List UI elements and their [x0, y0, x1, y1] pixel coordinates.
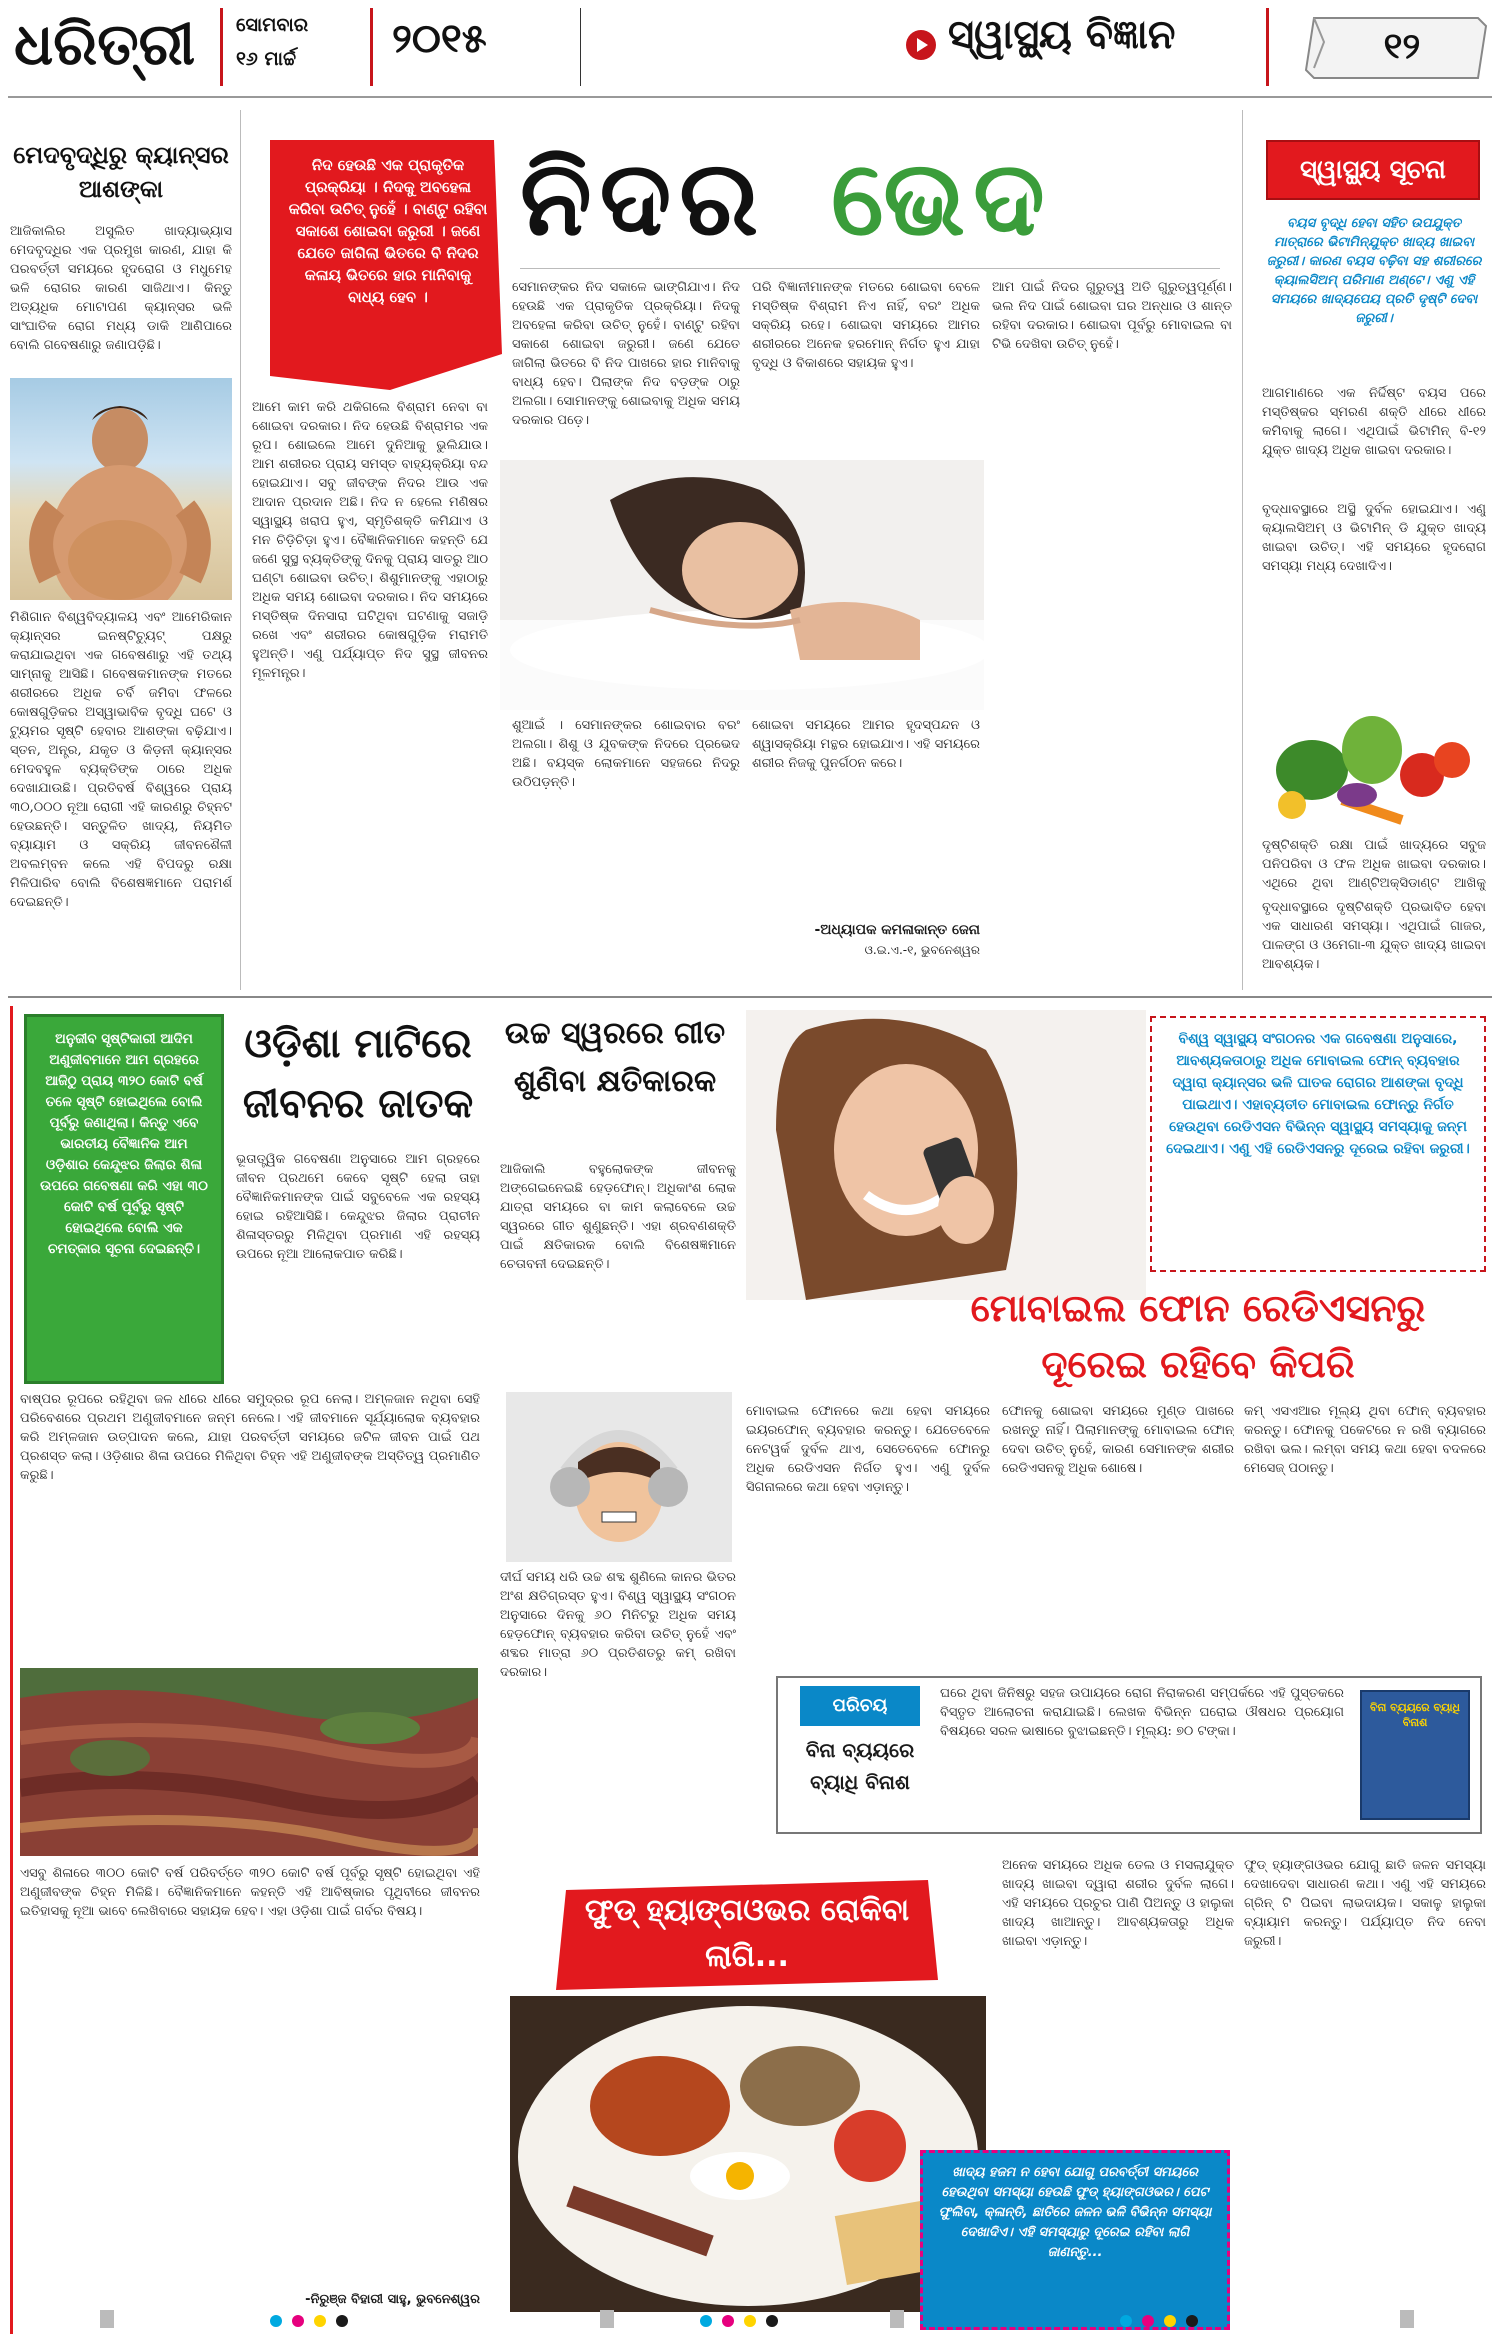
mobile-col2: ଫୋନକୁ ଶୋଇବା ସମୟରେ ମୁଣ୍ଡ ପାଖରେ ରଖନ୍ତୁ ନାହିଁ। ପିଲାମାନଙ୍କୁ ମୋବାଇଲ ଫୋନ୍ ଦେବା ଉଚିତ୍ ନୁହେଁ, କାରଣ ସେମାନଙ୍କ ଶରୀର ରେଡିଏସନକୁ ଅଧିକ ଶୋଷେ। — [1002, 1404, 1234, 1476]
color-dot-cyan — [700, 2315, 712, 2327]
sleep-byline-name: -ଅଧ୍ୟାପକ କମଳାକାନ୍ତ ଜେନା — [814, 922, 980, 938]
section-title: ସ୍ୱାସ୍ଥ୍ୟ ବିଜ୍ଞାନ — [948, 12, 1176, 58]
sleep-headline-part2: ଭେଦ — [831, 137, 1053, 259]
music-headline: ଉଚ୍ଚ ସ୍ୱରରେ ଗୀତ ଶୁଣିବା କ୍ଷତିକାରକ — [504, 1016, 726, 1099]
page-header — [0, 0, 1500, 95]
footer-bar — [100, 2310, 114, 2328]
obesity-headline — [10, 138, 232, 206]
header-divider — [1266, 8, 1269, 86]
mobile-headline: ମୋବାଇଲ ଫୋନ ରେଡିଏସନରୁ ଦୂରେଇ ରହିବେ କିପରି — [970, 1286, 1426, 1386]
sleep-headline-part1: ନିଦର — [520, 137, 767, 259]
mobile-col1: ମୋବାଇଲ ଫୋନରେ କଥା ହେବା ସମୟରେ ଇୟରଫୋନ୍ ବ୍ୟବହାର କରନ୍ତୁ। ଯେତେବେଳେ ନେଟୱର୍କ ଦୁର୍ବଳ ଥାଏ, ସେତେବେଳେ ଫୋନରୁ ଅଧିକ ରେଡିଏସନ ନିର୍ଗତ ହୁଏ। ଏଣୁ ଦୁର୍ବଳ ସିଗନାଲରେ କଥା ହେବା ଏଡ଼ାନ୍ତୁ। — [746, 1404, 990, 1495]
food-col1: ଅନେକ ସମୟରେ ଅଧିକ ତେଲ ଓ ମସଲାଯୁକ୍ତ ଖାଦ୍ୟ ଖାଇବା ଦ୍ୱାରା ଶରୀର ଦୁର୍ବଳ ଲାଗେ। ଏହି ସମୟରେ ପ୍ରଚୁର ପାଣି ପିଅନ୍ତୁ ଓ ହାଲୁକା ଖାଦ୍ୟ ଖାଆନ୍ତୁ। ଆବଶ୍ୟକତାରୁ ଅଧିକ ଖାଇବା ଏଡ଼ାନ୍ତୁ। — [1002, 1858, 1234, 1949]
headphone-child-photo — [506, 1392, 732, 1562]
sleep-col2-bottom: ଶୁଆଇଁ । ସେମାନଙ୍କର ଶୋଇବାର ବରଂ ଅଲଗା। ଶିଶୁ ଓ ଯୁବକଙ୍କ ନିଦରେ ପ୍ରଭେଦ ଅଛି। ବୟସ୍କ ଲୋକମାନେ ସହଜରେ ନିଦରୁ ଉଠିପଡ଼ନ୍ତି। — [512, 718, 740, 790]
header-divider — [580, 8, 581, 86]
color-dot-black — [1186, 2315, 1198, 2327]
intro-label: ପରିଚୟ — [800, 1686, 920, 1726]
page-number: ୧୨ — [1383, 26, 1421, 67]
odisha-body-b: ବାଷ୍ପର ରୂପରେ ରହିଥିବା ଜଳ ଧୀରେ ଧୀରେ ସମୁଦ୍ରର ରୂପ ନେଲା। ଅମ୍ଳଜାନ ନଥିବା ସେହି ପରିବେଶରେ ପ୍ରଥମ ଅଣୁଜୀବମାନେ ଜନ୍ମ ନେଲେ। ଏହି ଜୀବମାନେ ସୂର୍ଯ୍ୟାଲୋକ ବ୍ୟବହାର କରି ଅମ୍ଳଜାନ ଉତ୍ପାଦନ କଲେ, ଯାହା ପରବର୍ତ୍ତୀ ସମୟରେ ଜଟିଳ ଜୀବନ ପାଇଁ ପଥ ପ୍ରଶସ୍ତ କଲା। ଓଡ଼ିଶାର ଶିଳା ଉପରେ ମିଳିଥିବା ଚିହ୍ନ ଏହି ଅଣୁଜୀବଙ୍କ ଅସ୍ତିତ୍ୱ ପ୍ରମାଣିତ କରୁଛି। — [20, 1392, 480, 1483]
color-dot-magenta — [1142, 2315, 1154, 2327]
health-tips-title: ସ୍ୱାସ୍ଥ୍ୟ ସୂଚନା — [1300, 155, 1446, 185]
sleep-byline-org: ଓ.ଇ.ଏ.-୧, ଭୁବନେଶ୍ୱର — [864, 943, 980, 957]
header-day: ସୋମବାର — [236, 14, 309, 36]
obese-child-photo — [10, 378, 232, 600]
obesity-intro: ଆଜିକାଲିର ଅସୁଲିତ ଖାଦ୍ୟାଭ୍ୟାସ ମେଦବୃଦ୍ଧିର ଏକ ପ୍ରମୁଖ କାରଣ, ଯାହା କି ପରବର୍ତ୍ତୀ ସମୟରେ ହୃଦରୋଗ ଓ ମଧୁମେହ ଭଳି ରୋଗର କାରଣ ସାଜିଥାଏ। କିନ୍ତୁ ଅତ୍ୟଧିକ ମୋଟାପଣ କ୍ୟାନ୍ସର ଭଳି ସାଂଘାତିକ ରୋଗ ମଧ୍ୟ ଡାକି ଆଣିପାରେ ବୋଲି ଗବେଷଣାରୁ ଜଣାପଡ଼ିଛି। — [10, 224, 232, 353]
sleep-callout-text: ନିଦ ହେଉଛି ଏକ ପ୍ରାକୃତିକ ପ୍ରକ୍ରିୟା । ନିଦକୁ ଅବହେଳା କରିବା ଉଚିତ୍ ନୁହେଁ । ବାଣ୍ଟୁ ରହିବା ସକାଶେ ଶୋଇବା ଜରୁରୀ । ଜଣେ ଯେତେ ଜାଗିଲା ଭିତରେ ବି ନିଦର କଳାୟ ଭିତରେ ହାର ମାନିବାକୁ ବାଧ୍ୟ ହେବ । — [288, 156, 488, 306]
sleep-top-rule — [520, 268, 1220, 269]
health-tips-intro: ବୟସ ବୃଦ୍ଧି ହେବା ସହିତ ଉପଯୁକ୍ତ ମାତ୍ରାରେ ଭିଟାମିନ୍‌ଯୁକ୍ତ ଖାଦ୍ୟ ଖାଇବା ଜରୁରୀ। କାରଣ ବୟସ ବଢ଼ିବା ସହ ଶରୀରରେ କ୍ୟାଲସିଅମ୍ ପରିମାଣ ଅଣ୍ଟେ। ଏଣୁ ଏହି ସମୟରେ ଖାଦ୍ୟପେୟ ପ୍ରତି ଦୃଷ୍ଟି ଦେବା ଜରୁରୀ। — [1266, 216, 1482, 326]
odisha-headline: ଓଡ଼ିଶା ମାଟିରେ ଜୀବନର ଜାତକ — [242, 1021, 474, 1127]
food-col2: ଫୁଡ୍ ହ୍ୟାଙ୍ଗଓଭର ଯୋଗୁ ଛାତି ଜଳନ ସମସ୍ୟା ଦେଖାଦେବା ସାଧାରଣ କଥା। ଏଣୁ ଏହି ସମୟରେ ଗ୍ରିନ୍ ଟି ପିଇବା ଲାଭଦାୟକ। ସକାଳୁ ହାଲୁକା ବ୍ୟାୟାମ କରନ୍ତୁ। ପର୍ଯ୍ୟାପ୍ତ ନିଦ ନେବା ଜରୁରୀ। — [1244, 1858, 1486, 1949]
color-dot-magenta — [292, 2315, 304, 2327]
sleep-byline — [752, 920, 980, 960]
odisha-callout-text: ଅନୁଜୀବ ସୃଷ୍ଟିକାରୀ ଆଦିମ ଅଣୁଜୀବମାନେ ଆମ ଗ୍ରହରେ ଆଜିଠୁ ପ୍ରାୟ ୩୨୦ କୋଟି ବର୍ଷ ତଳେ ସୃଷ୍ଟି ହୋଇଥିଲେ ବୋଲି ପୂର୍ବରୁ ଜଣାଥିଲା। କିନ୍ତୁ ଏବେ ଭାରତୀୟ ବୈଜ୍ଞାନିକ ଆମ ଓଡ଼ିଶାର କେନ୍ଦୁଝର ଜିଲାର ଶିଳା ଉପରେ ଗବେଷଣା କରି ଏହା ୩୦ କୋଟି ବର୍ଷ ପୂର୍ବରୁ ସୃଷ୍ଟି ହୋଇଥିଲେ ବୋଲି ଏକ ଚମତ୍କାର ସୂଚନା ଦେଇଛନ୍ତି। — [40, 1031, 208, 1257]
sleeping-woman-photo — [500, 460, 984, 710]
odisha-body-c: ଏସବୁ ଶିଳାରେ ୩୦୦ କୋଟି ବର୍ଷ ପରିବର୍ତ୍ତେ ୩୨୦ କୋଟି ବର୍ଷ ପୂର୍ବରୁ ସୃଷ୍ଟି ହୋଇଥିବା ଏହି ଅଣୁଜୀବଙ୍କ ଚିହ୍ନ ମିଳିଛି। ବୈଜ୍ଞାନିକମାନେ କହନ୍ତି ଏହି ଆବିଷ୍କାର ପୃଥିବୀରେ ଜୀବନର ଇତିହାସକୁ ନୂଆ ଭାବେ ଲେଖିବାରେ ସହାୟକ ହେବ। ଏହା ଓଡ଼ିଶା ପାଇଁ ଗର୍ବର ବିଷୟ। — [20, 1866, 480, 1919]
breakfast-photo — [510, 1996, 986, 2312]
food-headline: ଫୁଡ୍ ହ୍ୟାଙ୍ଗଓଭର ରୋକିବା ଲାଗି... — [584, 1893, 910, 1974]
health-tip-4: ବୃଦ୍ଧାବସ୍ଥାରେ ଦୃଷ୍ଟିଶକ୍ତି ପ୍ରଭାବିତ ହେବା ଏକ ସାଧାରଣ ସମସ୍ୟା। ଏଥିପାଇଁ ଗାଜର, ପାଳଙ୍ଗ ଓ ଓମେଗା-୩ ଯୁକ୍ତ ଖାଦ୍ୟ ଖାଇବା ଆବଶ୍ୟକ। — [1262, 900, 1486, 972]
footer-bar — [1400, 2310, 1414, 2328]
music-body-a: ଆଜିକାଲି ବହୁଲୋକଙ୍କ ଜୀବନକୁ ଅଙ୍ଗେଇନେଇଛି ହେଡ଼ଫୋନ୍। ଅଧିକାଂଶ ଲୋକ ଯାତ୍ରା ସମୟରେ ବା କାମ କଲାବେଳେ ଉଚ୍ଚ ସ୍ୱରରେ ଗୀତ ଶୁଣୁଛନ୍ତି। ଏହା ଶ୍ରବଣଶକ୍ତି ପାଇଁ କ୍ଷତିକାରକ ବୋଲି ବିଶେଷଜ୍ଞମାନେ ଚେତାବନୀ ଦେଇଛନ୍ତି। — [500, 1162, 736, 1272]
mobile-col3: କମ୍ ଏସଏଆର ମୂଲ୍ୟ ଥିବା ଫୋନ୍ ବ୍ୟବହାର କରନ୍ତୁ। ଫୋନକୁ ପକେଟରେ ନ ରଖି ବ୍ୟାଗରେ ରଖିବା ଭଲ। ଲମ୍ବା ସମୟ କଥା ହେବା ବଦଳରେ ମେସେଜ୍ ପଠାନ୍ତୁ। — [1244, 1404, 1486, 1476]
header-divider — [220, 8, 223, 86]
odisha-byline: -ନିରୁଞ୍ଜ ବିହାରୀ ସାହୁ, ଭୁବନେଶ୍ୱର — [305, 2292, 480, 2307]
odisha-body-a: ଭୂତାତ୍ତ୍ୱିକ ଗବେଷଣା ଅନୁସାରେ ଆମ ଗ୍ରହରେ ଜୀବନ ପ୍ରଥମେ କେବେ ସୃଷ୍ଟି ହେଲା ତାହା ବୈଜ୍ଞାନିକମାନଙ୍କ ପାଇଁ ସବୁବେଳେ ଏକ ରହସ୍ୟ ହୋଇ ରହିଆସିଛି। କେନ୍ଦୁଝର ଜିଲାର ପ୍ରାଚୀନ ଶିଳାସ୍ତରରୁ ମିଳିଥିବା ପ୍ରମାଣ ଏହି ରହସ୍ୟ ଉପରେ ନୂଆ ଆଲୋକପାତ କରିଛି। — [236, 1152, 480, 1262]
intro-body: ଘରେ ଥିବା ଜିନିଷରୁ ସହଜ ଉପାୟରେ ରୋଗ ନିରାକରଣ ସମ୍ପର୍କରେ ଏହି ପୁସ୍ତକରେ ବିସ୍ତୃତ ଆଲୋଚନା କରାଯାଇଛି। ଲେଖକ ବିଭିନ୍ନ ଘରୋଇ ଔଷଧର ପ୍ରୟୋଗ ବିଷୟରେ ସରଳ ଭାଷାରେ ବୁଝାଇଛନ୍ତି। ମୂଲ୍ୟ: ୭୦ ଟଙ୍କା। — [940, 1686, 1344, 1739]
header-date: ୧୬ ମାର୍ଚ୍ଚ — [236, 48, 297, 70]
health-tip-3: ଦୃଷ୍ଟିଶକ୍ତି ରକ୍ଷା ପାଇଁ ଖାଦ୍ୟରେ ସବୁଜ ପନିପରିବା ଓ ଫଳ ଅଧିକ ଖାଇବା ଦରକାର। ଏଥିରେ ଥିବା ଆଣ୍ଟିଅକ୍ସିଡାଣ୍ଟ ଆଖିକୁ — [1262, 838, 1486, 891]
health-tip-2: ବୃଦ୍ଧାବସ୍ଥାରେ ଅସ୍ଥି ଦୁର୍ବଳ ହୋଇଯାଏ। ଏଣୁ କ୍ୟାଲସିଅମ୍ ଓ ଭିଟାମିନ୍ ଡି ଯୁକ୍ତ ଖାଦ୍ୟ ଖାଇବା ଉଚିତ୍। ଏହି ସମୟରେ ହୃଦରୋଗ ସମସ୍ୟା ମଧ୍ୟ ଦେଖାଦିଏ। — [1262, 502, 1486, 574]
section-rule — [8, 996, 1492, 998]
vegetables-photo — [1262, 680, 1486, 828]
color-dots — [700, 2312, 788, 2331]
woman-phone-photo — [746, 1010, 1146, 1300]
sleep-col3-bottom: ଶୋଇବା ସମୟରେ ଆମର ହୃଦସ୍ପନ୍ଦନ ଓ ଶ୍ୱାସକ୍ରିୟା ମନ୍ଥର ହୋଇଯାଏ। ଏହି ସମୟରେ ଶରୀର ନିଜକୁ ପୁନର୍ଗଠନ କରେ। — [752, 718, 980, 771]
footer-bar — [890, 2310, 904, 2328]
masthead-logo: ଧରିତ୍ରୀ — [14, 10, 196, 78]
sleep-col1: ଆମେ କାମ କରି ଥକିଗଲେ ବିଶ୍ରାମ ନେବା ବା ଶୋଇବା ଦରକାର। ନିଦ ହେଉଛି ବିଶ୍ରାମର ଏକ ରୂପ। ଶୋଇଲେ ଆମେ ଦୁନିଆକୁ ଭୁଲିଯାଉ। ଆମ ଶରୀରର ପ୍ରାୟ ସମସ୍ତ ବାହ୍ୟକ୍ରିୟା ବନ୍ଦ ହୋଇଯାଏ। ସବୁ ଜୀବଙ୍କ ନିଦର ଆଉ ଏକ ଆଦାନ ପ୍ରଦାନ ଅଛି। ନିଦ ନ ହେଲେ ମଣିଷର ସ୍ୱାସ୍ଥ୍ୟ ଖରାପ ହୁଏ, ସ୍ମୃତିଶକ୍ତି କମିଯାଏ ଓ ମନ ଚିଡ଼ିଚିଡ଼ା ହୁଏ। ବୈଜ୍ଞାନିକମାନେ କହନ୍ତି ଯେ ଜଣେ ସୁସ୍ଥ ବ୍ୟକ୍ତିଙ୍କୁ ଦିନକୁ ପ୍ରାୟ ସାତରୁ ଆଠ ଘଣ୍ଟା ଶୋଇବା ଉଚିତ୍। ଶିଶୁମାନଙ୍କୁ ଏହାଠାରୁ ଅଧିକ ସମୟ ଶୋଇବା ଦରକାର। ନିଦ ସମୟରେ ମସ୍ତିଷ୍କ ଦିନସାରା ଘଟିଥିବା ଘଟଣାକୁ ସଜାଡ଼ି ରଖେ ଏବଂ ଶରୀରର କୋଷଗୁଡ଼ିକ ମରାମତି ହୁଅନ୍ତି। ଏଣୁ ପର୍ଯ୍ୟାପ୍ତ ନିଦ ସୁସ୍ଥ ଜୀବନର ମୂଳମନ୍ତ୍ର। — [252, 400, 488, 681]
column-divider — [240, 110, 241, 990]
footer-registration-marks — [0, 2306, 1500, 2334]
color-dots — [1120, 2312, 1208, 2331]
section-play-icon — [906, 30, 936, 60]
column-divider — [1242, 110, 1243, 990]
sleep-col3-top: ପରି ବିଜ୍ଞାନୀମାନଙ୍କ ମତରେ ଶୋଇବା ବେଳେ ମସ୍ତିଷ୍କ ବିଶ୍ରାମ ନିଏ ନାହିଁ, ବରଂ ଅଧିକ ସକ୍ରିୟ ରହେ। ଶୋଇବା ସମୟରେ ଆମର ଶରୀରରେ ଅନେକ ହରମୋନ୍ ନିର୍ଗତ ହୁଏ ଯାହା ବୃଦ୍ଧି ଓ ବିକାଶରେ ସହାୟକ ହୁଏ। — [752, 280, 980, 371]
food-callout-text: ଖାଦ୍ୟ ହଜମ ନ ହେବା ଯୋଗୁ ପରବର୍ତ୍ତୀ ସମୟରେ ହେଉଥିବା ସମସ୍ୟା ହେଉଛି ଫୁଡ୍ ହ୍ୟାଙ୍ଗଓଭର। ପେଟ ଫୁଲିବା, କ୍ଳାନ୍ତି, ଛାତିରେ ଜଳନ ଭଳି ବିଭିନ୍ନ ସମସ୍ୟା ଦେଖାଦିଏ। ଏହି ସମସ୍ୟାରୁ ଦୂରେଇ ରହିବା ଲାଗି ଜାଣନ୍ତୁ... — [938, 2165, 1212, 2260]
sleep-headline — [520, 128, 1220, 268]
color-dot-magenta — [722, 2315, 734, 2327]
header-year: ୨୦୧୫ — [392, 16, 487, 62]
color-dot-black — [336, 2315, 348, 2327]
sleep-col2-top: ସେମାନଙ୍କର ନିଦ ସକାଳେ ଭାଙ୍ଗିଯାଏ। ନିଦ ହେଉଛି ଏକ ପ୍ରାକୃତିକ ପ୍ରକ୍ରିୟା। ନିଦକୁ ଅବହେଳା କରିବା ଉଚିତ୍ ନୁହେଁ। ବାଣ୍ଟୁ ରହିବା ସକାଶେ ଶୋଇବା ଜରୁରୀ। ଜଣେ ଯେତେ ଜାଗିଲା ଭିତରେ ବି ନିଦ ପାଖରେ ହାର ମାନିବାକୁ ବାଧ୍ୟ ହେବ। ପିଲାଙ୍କ ନିଦ ବଡ଼ଙ୍କ ଠାରୁ ଅଲଗା। ସୋମାନଙ୍କୁ ଶୋଇବାକୁ ଅଧିକ ସମୟ ଦରକାର ପଡ଼େ। — [512, 280, 740, 428]
odisha-callout — [24, 1014, 224, 1384]
health-tips-title-box — [1266, 140, 1480, 200]
header-divider — [370, 8, 373, 86]
color-dot-yellow — [1164, 2315, 1176, 2327]
header-rule — [8, 96, 1492, 98]
rock-layers-photo — [20, 1668, 478, 1856]
sleep-col4: ଆମ ପାଇଁ ନିଦର ଗୁରୁତ୍ୱ ଅତି ଗୁରୁତ୍ୱପୂର୍ଣ୍ଣ। ଭଲ ନିଦ ପାଇଁ ଶୋଇବା ଘର ଅନ୍ଧାର ଓ ଶାନ୍ତ ରହିବା ଦରକାର। ଶୋଇବା ପୂର୍ବରୁ ମୋବାଇଲ ବା ଟିଭି ଦେଖିବା ଉଚିତ୍ ନୁହେଁ। — [992, 280, 1232, 352]
color-dot-cyan — [1120, 2315, 1132, 2327]
food-callout — [920, 2150, 1230, 2330]
obesity-headline-text: ମେଦବୃଦ୍ଧିରୁ କ୍ୟାନ୍ସର ଆଶଙ୍କା — [13, 141, 229, 203]
mobile-intro-text: ବିଶ୍ୱ ସ୍ୱାସ୍ଥ୍ୟ ସଂଗଠନର ଏକ ଗବେଷଣା ଅନୁସାରେ, ଆବଶ୍ୟକତାଠାରୁ ଅଧିକ ମୋବାଇଲ ଫୋନ୍ ବ୍ୟବହାର ଦ୍ୱାରା କ୍ୟାନ୍ସର ଭଳି ଘାତକ ରୋଗର ଆଶଙ୍କା ବୃଦ୍ଧି ପାଇଥାଏ। ଏହାବ୍ୟତୀତ ମୋବାଇଲ ଫୋନ୍‌ରୁ ନିର୍ଗତ ହେଉଥିବା ରେଡିଏସନ ବିଭିନ୍ନ ସ୍ୱାସ୍ଥ୍ୟ ସମସ୍ୟାକୁ ଜନ୍ମ ଦେଇଥାଏ। ଏଣୁ ଏହି ରେଡିଏସନରୁ ଦୂରେଇ ରହିବା ଜରୁରୀ। — [1166, 1031, 1470, 1157]
sleep-callout — [270, 140, 502, 390]
intro-title: ବିନା ବ୍ୟୟରେ ବ୍ୟାଧି ବିନାଶ — [805, 1738, 915, 1794]
mobile-intro-box — [1150, 1016, 1486, 1272]
health-tip-1: ଆଗମାଣରେ ଏକ ନିର୍ଦ୍ଦିଷ୍ଟ ବୟସ ପରେ ମସ୍ତିଷ୍କର ସ୍ମରଣ ଶକ୍ତି ଧୀରେ ଧୀରେ କମିବାକୁ ଲାଗେ। ଏଥିପାଇଁ ଭିଟାମିନ୍ ବି-୧୨ ଯୁକ୍ତ ଖାଦ୍ୟ ଅଧିକ ଖାଇବା ଦରକାର। — [1262, 386, 1486, 458]
color-dot-cyan — [270, 2315, 282, 2327]
color-dot-yellow — [314, 2315, 326, 2327]
page-number-tab — [1302, 12, 1488, 84]
footer-bar — [600, 2310, 614, 2328]
obesity-body: ମିଶିଗାନ ବିଶ୍ୱବିଦ୍ୟାଳୟ ଏବଂ ଆମେରିକାନ କ୍ୟାନ୍ସର ଇନଷ୍ଟିଚ୍ୟୁଟ୍ ପକ୍ଷରୁ କରାଯାଇଥିବା ଏକ ଗବେଷଣାରୁ ଏହି ତଥ୍ୟ ସାମ୍ନାକୁ ଆସିଛି। ଗବେଷକମାନଙ୍କ ମତରେ ଶରୀରରେ ଅଧିକ ଚର୍ବି ଜମିବା ଫଳରେ କୋଷଗୁଡ଼ିକର ଅସ୍ୱାଭାବିକ ବୃଦ୍ଧି ଘଟେ ଓ ଟ୍ୟୁମର ସୃଷ୍ଟି ହେବାର ଆଶଙ୍କା ବଢ଼ିଯାଏ। ସ୍ତନ, ଅନ୍ତ୍ର, ଯକୃତ ଓ କିଡ଼ନୀ କ୍ୟାନ୍ସର ମେଦବହୁଳ ବ୍ୟକ୍ତିଙ୍କ ଠାରେ ଅଧିକ ଦେଖାଯାଉଛି। ପ୍ରତିବର୍ଷ ବିଶ୍ୱରେ ପ୍ରାୟ ୩୦,୦୦୦ ନୂଆ ରୋଗୀ ଏହି କାରଣରୁ ଚିହ୍ନଟ ହେଉଛନ୍ତି। ସନ୍ତୁଳିତ ଖାଦ୍ୟ, ନିୟମିତ ବ୍ୟାୟାମ ଓ ସକ୍ରିୟ ଜୀବନଶୈଳୀ ଅବଲମ୍ବନ କଲେ ଏହି ବିପଦରୁ ରକ୍ଷା ମିଳିପାରିବ ବୋଲି ବିଶେଷଜ୍ଞମାନେ ପରାମର୍ଶ ଦେଇଛନ୍ତି। — [10, 610, 232, 910]
color-dots — [270, 2312, 358, 2331]
book-cover-title: ବିନା ବ୍ୟୟରେ ବ୍ୟାଧି ବିନାଶ — [1369, 1701, 1461, 1729]
food-headline-banner — [556, 1880, 938, 1990]
color-dot-black — [766, 2315, 778, 2327]
color-dot-yellow — [744, 2315, 756, 2327]
book-cover — [1360, 1690, 1470, 1820]
music-body-b: ଦୀର୍ଘ ସମୟ ଧରି ଉଚ୍ଚ ଶବ୍ଦ ଶୁଣିଲେ କାନର ଭିତର ଅଂଶ କ୍ଷତିଗ୍ରସ୍ତ ହୁଏ। ବିଶ୍ୱ ସ୍ୱାସ୍ଥ୍ୟ ସଂଗଠନ ଅନୁସାରେ ଦିନକୁ ୬୦ ମିନିଟରୁ ଅଧିକ ସମୟ ହେଡ଼ଫୋନ୍ ବ୍ୟବହାର କରିବା ଉଚିତ୍ ନୁହେଁ ଏବଂ ଶବ୍ଦର ମାତ୍ରା ୬୦ ପ୍ରତିଶତରୁ କମ୍ ରଖିବା ଦରକାର। — [500, 1570, 736, 1680]
